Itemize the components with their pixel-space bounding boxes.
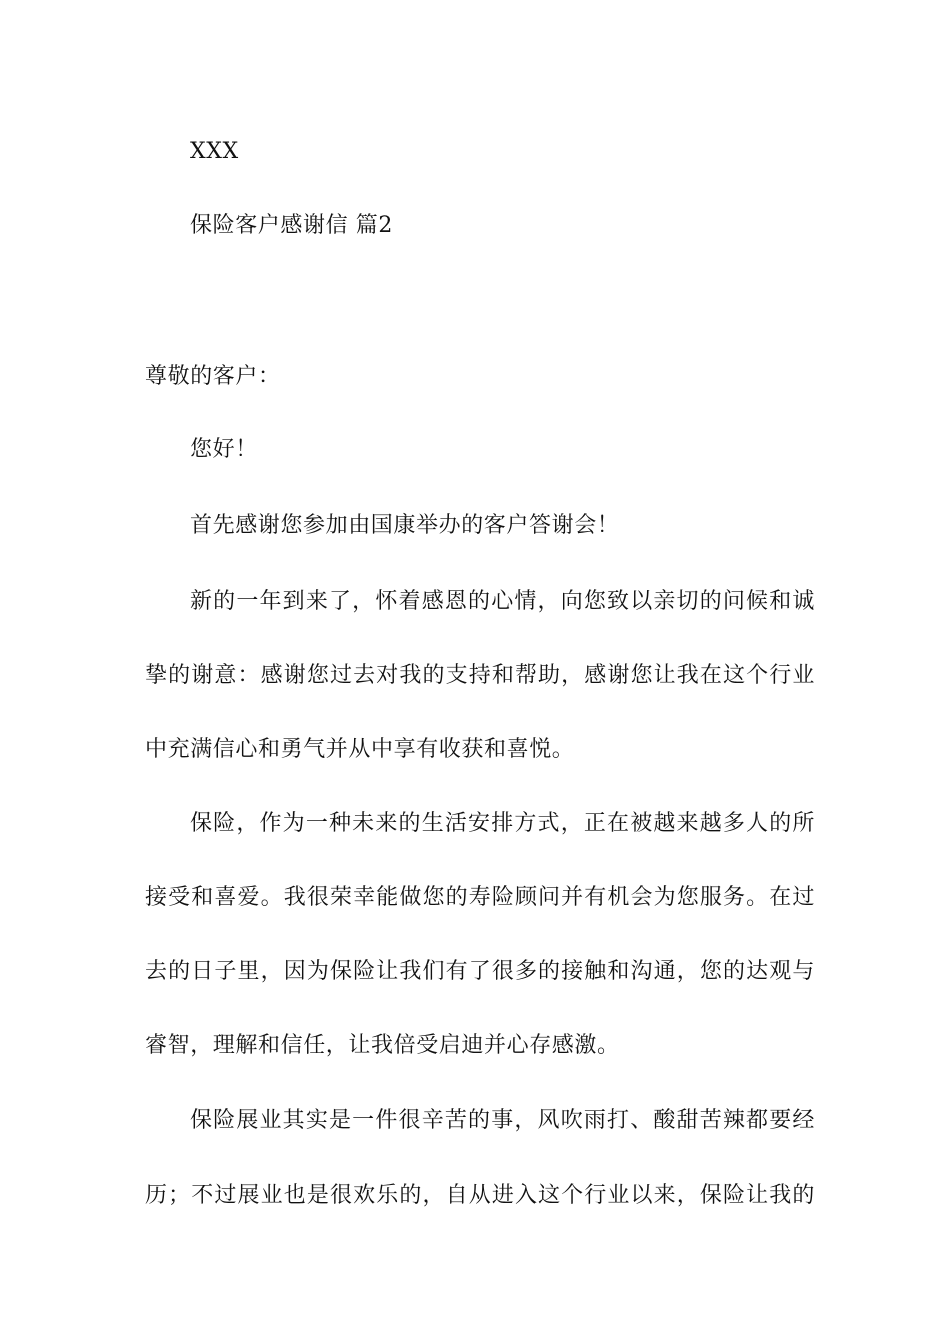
paragraph-3-line-1: 保险，作为一种未来的生活安排方式，正在被越来越多人的所: [190, 811, 815, 836]
paragraph-3-line-4: 睿智，理解和信任，让我倍受启迪并心存感激。: [145, 1033, 620, 1058]
paragraph-3-line-2: 接受和喜爱。我很荣幸能做您的寿险顾问并有机会为您服务。在过: [145, 885, 815, 910]
greeting: 您好！: [190, 437, 258, 462]
section-title: 保险客户感谢信 篇2: [190, 213, 393, 238]
paragraph-2-line-2: 挚的谢意：感谢您过去对我的支持和帮助，感谢您让我在这个行业: [145, 663, 815, 688]
paragraph-4-line-2: 历；不过展业也是很欢乐的，自从进入这个行业以来，保险让我的: [145, 1183, 815, 1208]
paragraph-4-line-1: 保险展业其实是一件很辛苦的事，风吹雨打、酸甜苦辣都要经: [190, 1108, 815, 1133]
signature: XXX: [190, 139, 239, 164]
paragraph-2-line-1: 新的一年到来了，怀着感恩的心情，向您致以亲切的问候和诚: [190, 589, 815, 614]
paragraph-2-line-3: 中充满信心和勇气并从中享有收获和喜悦。: [145, 737, 575, 762]
paragraph-3-line-3: 去的日子里，因为保险让我们有了很多的接触和沟通，您的达观与: [145, 959, 815, 984]
salutation: 尊敬的客户：: [145, 364, 281, 389]
paragraph-1: 首先感谢您参加由国康举办的客户答谢会！: [190, 513, 620, 538]
